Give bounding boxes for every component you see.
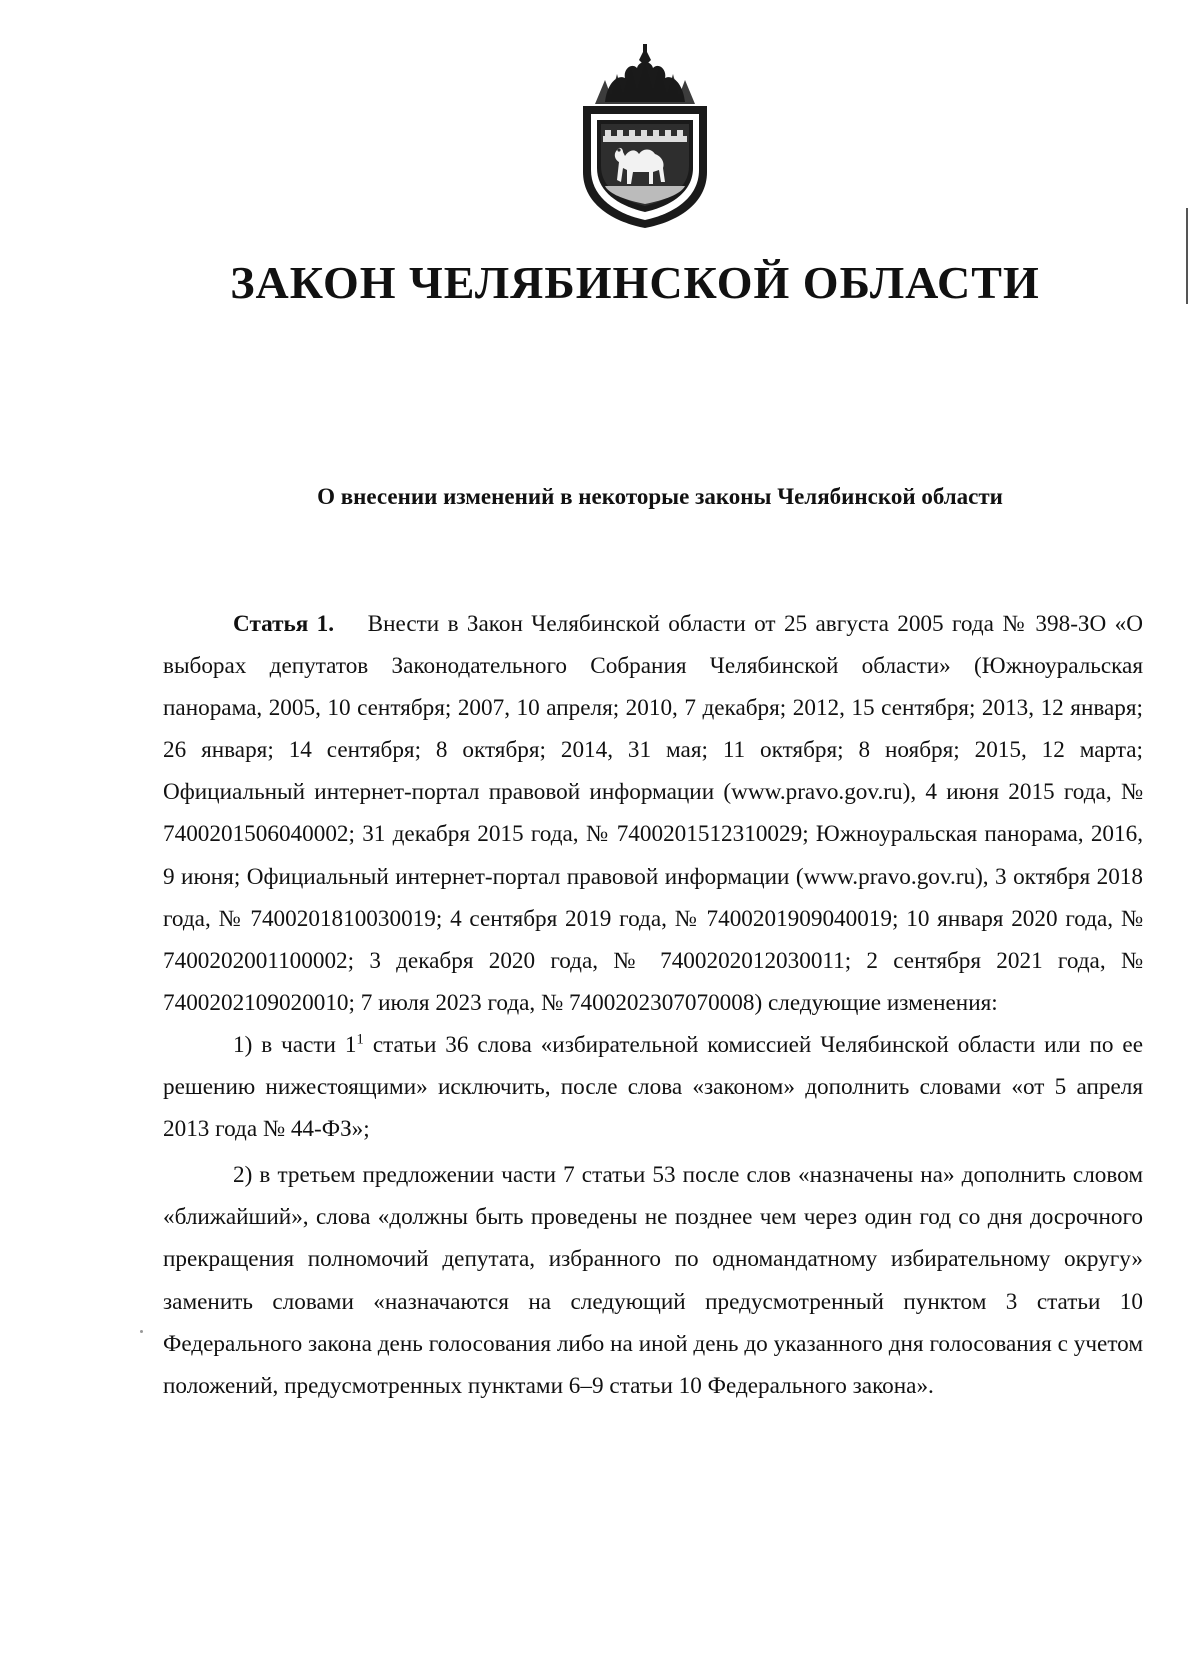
amendment-item-1-rest: статьи 36 слова «избирательной комиссией Челябинской области или по ее решению нижестоящими» исключить, после слова «законом» дополнить словами «от 5 апреля 2013 года № 44-ФЗ»; (163, 1031, 1143, 1143)
article-body (163, 603, 1143, 1407)
article-intro-text: Внести в Закон Челябинской области от 25 августа 2005 года № 398-ЗО «О выборах депутатов Законодательного Собрания Челябинской области» (Южноуральская панорама, 2005, 10 сентября; 2007, 10 апреля; 2010, 7 декабря; 2012, 15 сентября; 2013, 12 января; 26 января; 14 сентября; 8 октября; 2014, 31 мая; 11 октября; 8 ноября; 2015, 12 марта; Официальный интернет-портал правовой информации (www.pravo.gov.ru), 4 июня 2015 года, № 7400201506040002; 31 декабря 2015 года, № 7400201512310029; Южноуральская панорама, 2016, 9 июня; Официальный интернет-портал правовой информации (www.pravo.gov.ru), 3 октября 2018 года, № 7400201810030019; 4 сентября 2019 года, № 7400201909040019; 10 января 2020 года, № 7400202001100002; 3 декабря 2020 года, № 7400202012030011; 2 сентября 2021 года, № 7400202109020010; 7 июля 2023 года, № 7400202307070008) следующие изменения: (163, 611, 1143, 1016)
article-label: Статья 1. (233, 611, 335, 637)
law-title: ЗАКОН ЧЕЛЯБИНСКОЙ ОБЛАСТИ (230, 257, 1040, 308)
amendment-item-1-start: 1) в части 1 (233, 1031, 357, 1058)
law-subtitle: О внесении изменений в некоторые законы Челябинской области (317, 484, 1003, 509)
amendment-item-1 (163, 1024, 1143, 1150)
scan-edge-mark (1186, 208, 1188, 304)
chelyabinsk-coat-of-arms-icon (565, 44, 725, 230)
amendment-item-2 (163, 1154, 1143, 1407)
amendment-item-2-text: 2) в третьем предложении части 7 статьи 53 после слов «назначены на» дополнить словом «ближайший», слова «должны быть проведены не позднее чем через один год со дня досрочного прекращения полномочий депутата, избранного по одномандатному избирательному округу» заменить словами «назначаются на следующий предусмотренный пунктом 3 статьи 10 Федерального закона день голосования либо на иной день до указанного дня голосования с учетом положений, предусмотренных пунктами 6–9 статьи 10 Федерального закона». (163, 1162, 1143, 1399)
scan-dust-mark (140, 1330, 143, 1333)
article-intro-paragraph (163, 603, 1143, 1024)
superscript-number: 1 (356, 1031, 364, 1048)
